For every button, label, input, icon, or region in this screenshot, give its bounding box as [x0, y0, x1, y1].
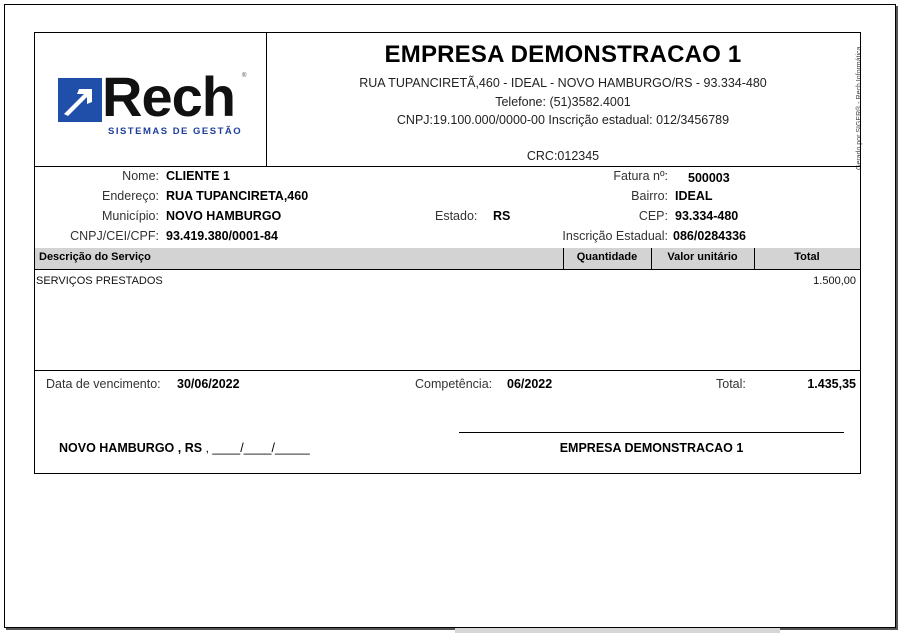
invoice-total: 1.435,35 [807, 377, 856, 391]
col-header-quantity: Quantidade [576, 251, 638, 263]
header-divider [35, 166, 860, 167]
signature-city: NOVO HAMBURGO [59, 441, 175, 455]
competence: 06/2022 [507, 377, 553, 391]
client-zip-label: CEP: [638, 209, 668, 223]
logo-wordmark: Rech [102, 65, 235, 128]
signature-place-date [59, 441, 310, 455]
services-table-header [35, 248, 860, 270]
client-zip: 93.334-480 [675, 209, 739, 223]
total-label: Total: [716, 377, 746, 391]
col-header-unit-value: Valor unitário [667, 251, 738, 263]
company-crc: CRC:012345 [526, 149, 600, 163]
company-address: RUA TUPANCIRETÃ,460 - IDEAL - NOVO HAMBURGO/RS - 93.334-480 [359, 76, 767, 90]
due-date: 30/06/2022 [177, 377, 240, 391]
client-name-label: Nome: [122, 169, 159, 183]
signature-date-blank: ____/____/_____ [212, 441, 310, 455]
client-state-reg: 086/0284336 [673, 229, 746, 243]
signature-line [459, 432, 844, 433]
col-header-description: Descrição do Serviço [39, 251, 151, 263]
signature-separator-2: , [205, 441, 209, 455]
company-registration: CNPJ:19.100.000/0000-00 Inscrição estadual: 012/3456789 [396, 113, 730, 127]
logo-cell [35, 33, 267, 166]
client-district-label: Bairro: [631, 189, 668, 203]
client-address: RUA TUPANCIRETA,460 [166, 189, 309, 203]
company-phone: Telefone: (51)3582.4001 [495, 95, 631, 109]
invoice-number: 500003 [688, 171, 730, 185]
client-state-reg-label: Inscrição Estadual: [562, 229, 668, 243]
signature-separator-1: , [177, 441, 182, 455]
client-city: NOVO HAMBURGO [166, 209, 282, 223]
client-address-label: Endereço: [102, 189, 159, 203]
client-name: CLIENTE 1 [166, 169, 230, 183]
invoice-number-label: Fatura nº: [613, 169, 668, 183]
client-state: RS [493, 209, 511, 223]
rech-logo-arrow-icon [58, 78, 102, 122]
due-date-label: Data de vencimento: [46, 377, 161, 391]
client-doc-label: CNPJ/CEI/CPF: [70, 229, 159, 243]
service-total: 1.500,00 [813, 275, 856, 287]
signer-name: EMPRESA DEMONSTRACAO 1 [559, 441, 744, 455]
logo-subtitle: SISTEMAS DE GESTÃO [108, 126, 243, 137]
client-district: IDEAL [675, 189, 713, 203]
client-city-label: Município: [102, 209, 159, 223]
generated-by-note: Gerado por SIGER® - Rech Informática [856, 46, 863, 170]
registered-mark: ® [242, 73, 247, 79]
signature-state: RS [184, 441, 203, 455]
company-name: EMPRESA DEMONSTRACAO 1 [384, 41, 742, 68]
horizontal-scrollbar[interactable] [455, 628, 780, 633]
table-bottom-divider [35, 370, 860, 371]
client-state-label: Estado: [435, 209, 478, 223]
invoice-document [34, 32, 861, 474]
competence-label: Competência: [415, 377, 493, 391]
service-description: SERVIÇOS PRESTADOS [36, 275, 163, 287]
client-doc: 93.419.380/0001-84 [166, 229, 278, 243]
col-header-total: Total [794, 251, 820, 263]
